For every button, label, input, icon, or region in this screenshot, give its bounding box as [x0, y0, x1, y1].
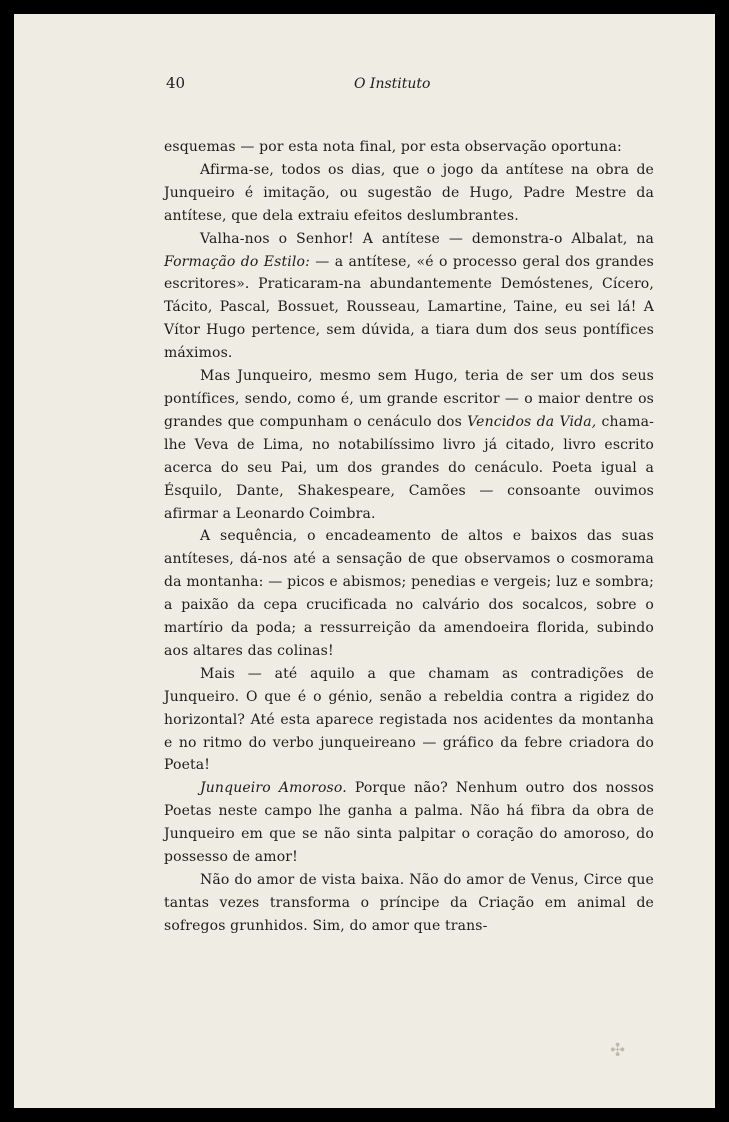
paragraph	[164, 228, 654, 365]
italic-text-segment: Formação do Estilo:	[164, 253, 310, 270]
ink-blot-mark: ✣	[610, 1040, 626, 1061]
text-segment: Mas Junqueiro, mesmo sem Hugo, teria de ser um dos seus pontífices, sendo, como é, um grande escritor — o maior dentre os grandes que compunham o cenáculo dos	[164, 368, 654, 430]
paragraph	[164, 136, 654, 159]
running-title: O Instituto	[354, 76, 431, 92]
paragraph	[164, 525, 654, 662]
text-segment: chama-lhe Veva de Lima, no notabilíssimo livro já citado, livro escrito acerca do seu Pai, um dos grandes do cenáculo. Poeta igual a Ésquilo, Dante, Shakespeare, Camões — consoante ouvimos afirmar a Leonardo Coimbra.	[164, 413, 654, 522]
running-head	[164, 70, 654, 110]
text-segment: — a antítese, «é o processo geral dos grandes escritores». Praticaram-na abundantemente Demóstenes, Cícero, Tácito, Pascal, Bossuet, Rousseau, Lamartine, Taine, eu sei lá! A Vítor Hugo pertence, sem dúvida, a tiara dum dos seus pontífices máximos.	[164, 253, 654, 362]
text-segment: esquemas — por esta nota final, por esta observação oportuna:	[164, 139, 622, 155]
page-content	[164, 70, 654, 938]
paragraph	[164, 777, 654, 869]
paragraph	[164, 159, 654, 228]
text-segment: Afirma-se, todos os dias, que o jogo da antítese na obra de Junqueiro é imitação, ou sugestão de Hugo, Padre Mestre da antítese, que dela extraiu efeitos deslumbrantes.	[164, 161, 654, 224]
italic-text-segment: Vencidos da Vida,	[467, 413, 597, 430]
text-segment: Não do amor de vista baixa. Não do amor de Venus, Circe que tantas vezes transforma o príncipe da Criação em animal de sofregos grunhidos. Sim, do amor que trans-	[164, 872, 654, 934]
page-number: 40	[166, 74, 186, 92]
paragraph	[164, 869, 654, 938]
italic-text-segment: Junqueiro Amoroso.	[200, 780, 347, 797]
text-segment: A sequência, o encadeamento de altos e baixos das suas antíteses, dá-nos até a sensação de que observamos o cosmorama da montanha: — picos e abismos; penedias e vergeis; luz e sombra; a paixão da cepa crucificada no calvário dos socalcos, sobre o martírio da poda; a ressurreição da amendoeira florida, subindo aos altares das colinas!	[164, 528, 654, 659]
text-segment: Valha-nos o Senhor! A antítese — demonstra-o Albalat, na	[200, 230, 654, 247]
text-segment: Mais — até aquilo a que chamam as contradições de Junqueiro. O que é o génio, senão a rebeldia contra a rigidez do horizontal? Até esta aparece registada nos acidentes da montanha e no ritmo do verbo junqueireano — gráfico da febre criadora do Poeta!	[164, 665, 654, 774]
paragraph	[164, 663, 654, 778]
book-page	[14, 14, 715, 1108]
text-segment: Porque não? Nenhum outro dos nossos Poetas neste campo lhe ganha a palma. Não há fibra da obra de Junqueiro em que se não sinta palpitar o coração do amoroso, do possesso de amor!	[164, 780, 654, 866]
paragraph	[164, 365, 654, 525]
body-text	[164, 136, 654, 938]
